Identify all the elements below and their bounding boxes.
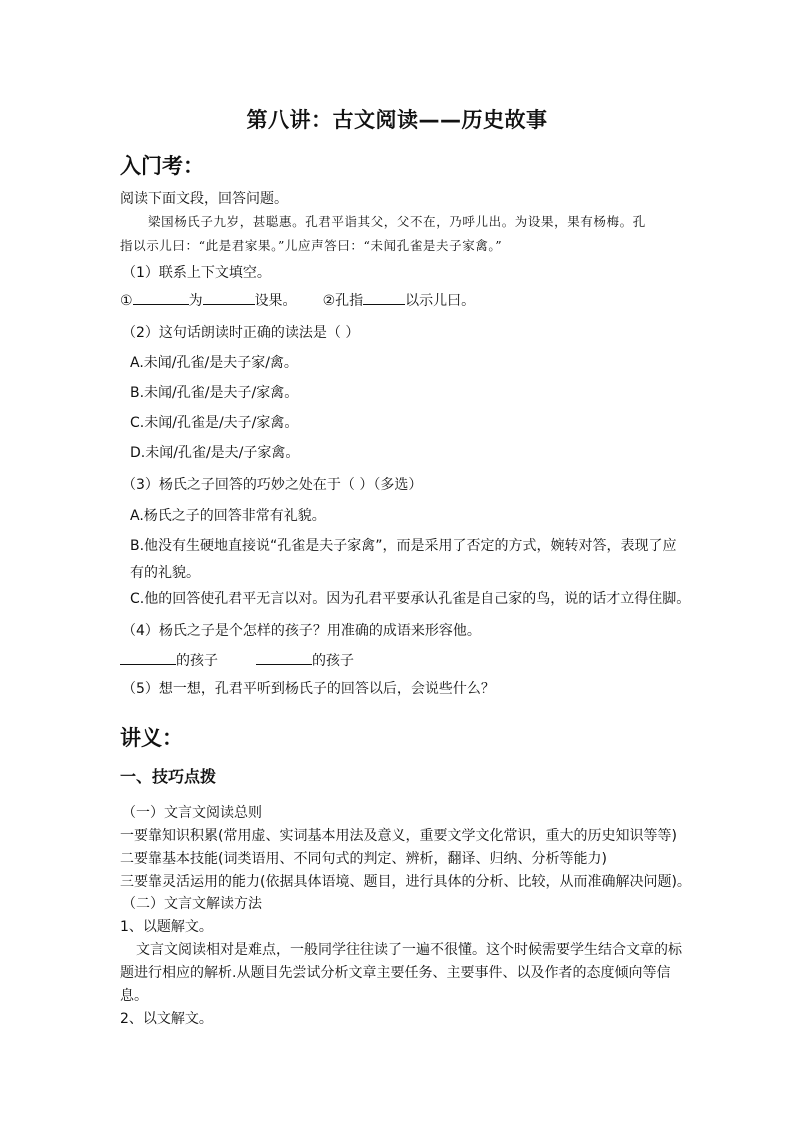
answer-blank[interactable] <box>256 650 312 665</box>
fill-text: 设果。 <box>254 293 297 309</box>
option-3c: C.他的回答使孔君平无言以对。因为孔君平要承认孔雀是自己家的鸟，说的话才立得住脚。 <box>130 591 691 607</box>
fill-text: 为 <box>188 293 203 309</box>
question-2: （2）这句话朗读时正确的读法是（ ） <box>122 325 360 341</box>
paragraph-general-rules: （一）文言文阅读总则 <box>122 805 262 821</box>
section-heading-entry-test: 入门考： <box>120 154 204 178</box>
method-1-title: 1、以题解文。 <box>120 919 213 935</box>
paragraph-rule-2: 二要靠基本技能(词类语用、不同句式的判定、辨析，翻译、归纳、分析等能力) <box>120 851 607 867</box>
answer-blank[interactable] <box>120 650 176 665</box>
question-3: （3）杨氏之子回答的巧妙之处在于（ ）（多选） <box>122 477 423 493</box>
fill-text: 以示儿曰。 <box>405 293 476 309</box>
fill-text: 的孩子 <box>176 653 218 669</box>
passage-line-2: 指以示儿曰：“此是君家果。”儿应声答曰：“未闻孔雀是夫子家禽。” <box>120 238 503 253</box>
question-4-fill-line <box>120 650 354 670</box>
option-3a: A.杨氏之子的回答非常有礼貌。 <box>130 508 326 524</box>
answer-blank[interactable] <box>363 290 405 305</box>
option-3b-line2: 有的礼貌。 <box>130 565 200 581</box>
answer-blank[interactable] <box>203 290 255 305</box>
paragraph-rule-1: 一要靠知识积累(常用虚、实词基本用法及意义，重要文学文化常识，重大的历史知识等等) <box>120 828 677 844</box>
option-2d: D.未闻/孔雀/是夫/子家禽。 <box>130 445 300 461</box>
paragraph-rule-3: 三要靠灵活运用的能力(依据具体语境、题目，进行具体的分析、比较，从而准确解决问题)。 <box>120 874 691 890</box>
fill-number-2: ②孔指 <box>322 293 364 309</box>
paragraph-methods: （二）文言文解读方法 <box>122 896 262 912</box>
method-1-line2: 题进行相应的解析.从题目先尝试分析文章主要任务、主要事件、以及作者的态度倾向等信 <box>120 965 671 981</box>
question-5: （5）想一想，孔君平听到杨氏子的回答以后，会说些什么？ <box>122 681 495 697</box>
subheading-skills: 一、技巧点拨 <box>120 767 217 786</box>
fill-text: 的孩子 <box>312 653 354 669</box>
option-3b-line1: B.他没有生硬地直接说“孔雀是夫子家禽”，而是采用了否定的方式，婉转对答，表现了应 <box>130 538 677 554</box>
option-2a: A.未闻/孔雀/是夫子家/禽。 <box>130 355 298 371</box>
method-2-title: 2、以文解文。 <box>120 1011 213 1027</box>
section-heading-lecture: 讲义： <box>120 726 183 750</box>
question-1: （1）联系上下文填空。 <box>122 265 271 281</box>
page-title: 第八讲：古文阅读——历史故事 <box>246 108 548 132</box>
option-2c: C.未闻/孔雀是/夫子/家禽。 <box>130 415 299 431</box>
instruction-text: 阅读下面文段，回答问题。 <box>120 191 288 207</box>
method-1-line1: 文言文阅读相对是难点，一般同学往往读了一遍不很懂。这个时候需要学生结合文章的标 <box>136 942 682 958</box>
method-1-line3: 息。 <box>120 988 148 1004</box>
question-4: （4）杨氏之子是个怎样的孩子？用准确的成语来形容他。 <box>122 623 481 639</box>
option-2b: B.未闻/孔雀/是夫子/家禽。 <box>130 385 299 401</box>
fill-number-1: ① <box>120 293 133 309</box>
answer-blank[interactable] <box>133 290 189 305</box>
passage-line-1: 梁国杨氏子九岁，甚聪惠。孔君平诣其父，父不在，乃呼儿出。为设果，果有杨梅。孔 <box>148 214 646 229</box>
question-1-fill-line <box>120 290 475 310</box>
